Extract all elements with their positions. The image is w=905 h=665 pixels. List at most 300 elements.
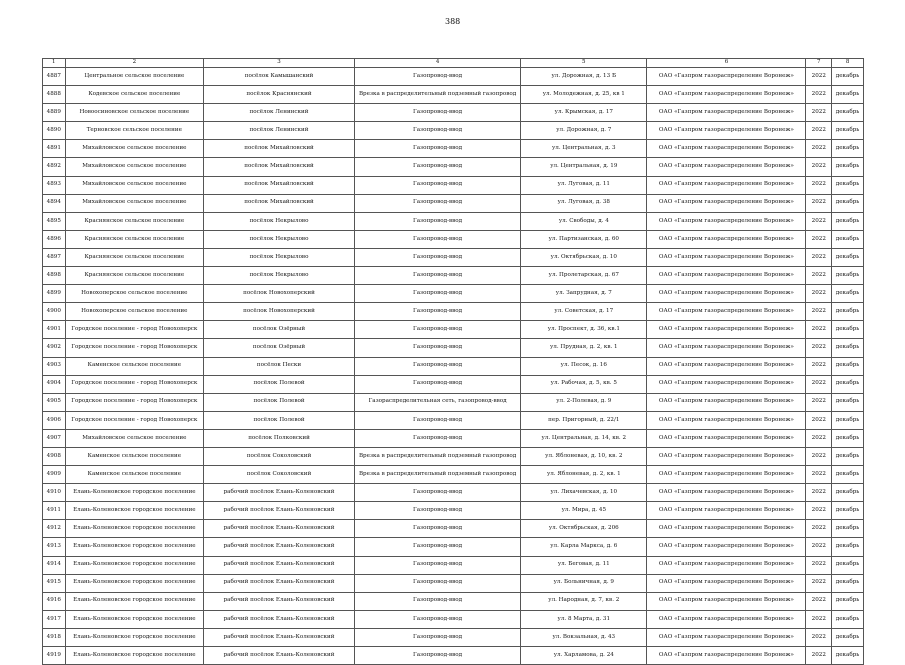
cell-object-type: Газопровод-ввод [354,520,520,538]
cell-address: ул. 2-Полевая, д. 9 [521,393,647,411]
cell-organization: ОАО «Газпром газораспределение Воронеж» [647,140,806,158]
cell-locality: посёлок Некрылово [204,248,355,266]
cell-settlement: Городское поселение - город Новохоперск [65,321,204,339]
cell-row-number: 4911 [43,502,66,520]
cell-month: декабрь [832,647,864,665]
cell-row-number: 4908 [43,447,66,465]
cell-organization: ОАО «Газпром газораспределение Воронеж» [647,628,806,646]
cell-object-type: Газопровод-ввод [354,303,520,321]
cell-object-type: Газопровод-ввод [354,538,520,556]
cell-row-number: 4900 [43,303,66,321]
cell-year: 2022 [806,68,832,86]
cell-object-type: Газопровод-ввод [354,122,520,140]
table-row [43,429,864,447]
cell-locality: рабочий посёлок Елань-Коленовский [204,484,355,502]
cell-settlement: Елань-Коленовское городское поселение [65,520,204,538]
cell-object-type: Газопровод-ввод [354,502,520,520]
cell-address: ул. Центральная, д. 19 [521,158,647,176]
cell-year: 2022 [806,194,832,212]
table-row [43,447,864,465]
cell-address: ул. Карла Маркса, д. 6 [521,538,647,556]
cell-year: 2022 [806,556,832,574]
cell-year: 2022 [806,321,832,339]
cell-address: ул. Центральная, д. 3 [521,140,647,158]
cell-year: 2022 [806,303,832,321]
cell-object-type: Газопровод-ввод [354,357,520,375]
cell-settlement: Кодевское сельское поселение [65,86,204,104]
cell-year: 2022 [806,592,832,610]
cell-locality: посёлок Озёрный [204,339,355,357]
cell-address: ул. Октябрьская, д. 10 [521,248,647,266]
cell-year: 2022 [806,248,832,266]
cell-month: декабрь [832,212,864,230]
cell-month: декабрь [832,285,864,303]
cell-object-type: Газопровод-ввод [354,68,520,86]
cell-address: ул. Вокзальная, д. 43 [521,628,647,646]
cell-row-number: 4889 [43,104,66,122]
table-row [43,610,864,628]
cell-row-number: 4916 [43,592,66,610]
cell-row-number: 4918 [43,628,66,646]
table-row [43,339,864,357]
table-row [43,194,864,212]
cell-address: ул. Песок, д. 16 [521,357,647,375]
cell-year: 2022 [806,86,832,104]
cell-month: декабрь [832,592,864,610]
cell-object-type: Газопровод-ввод [354,321,520,339]
cell-organization: ОАО «Газпром газораспределение Воронеж» [647,556,806,574]
cell-address: ул. Советская, д. 17 [521,303,647,321]
cell-object-type: Газопровод-ввод [354,104,520,122]
cell-row-number: 4896 [43,230,66,248]
cell-settlement: Елань-Коленовское городское поселение [65,628,204,646]
cell-year: 2022 [806,520,832,538]
cell-month: декабрь [832,393,864,411]
table-row [43,104,864,122]
cell-settlement: Каменское сельское поселение [65,357,204,375]
cell-organization: ОАО «Газпром газораспределение Воронеж» [647,86,806,104]
table-row [43,321,864,339]
cell-organization: ОАО «Газпром газораспределение Воронеж» [647,248,806,266]
cell-row-number: 4897 [43,248,66,266]
table-row [43,230,864,248]
cell-locality: посёлок Пески [204,357,355,375]
cell-settlement: Терновское сельское поселение [65,122,204,140]
cell-locality: посёлок Некрылово [204,212,355,230]
column-header: 7 [806,59,832,68]
cell-object-type: Врезка в распределительный подземный газопровод [354,447,520,465]
table-row [43,285,864,303]
cell-locality: рабочий посёлок Елань-Коленовский [204,556,355,574]
cell-address: ул. Яблоневая, д. 10, кв. 2 [521,447,647,465]
table-row [43,158,864,176]
page-number: 388 [445,17,461,26]
cell-locality: рабочий посёлок Елань-Коленовский [204,574,355,592]
cell-organization: ОАО «Газпром газораспределение Воронеж» [647,122,806,140]
table-row [43,556,864,574]
cell-settlement: Краснянское сельское поселение [65,230,204,248]
cell-month: декабрь [832,86,864,104]
cell-year: 2022 [806,176,832,194]
cell-organization: ОАО «Газпром газораспределение Воронеж» [647,429,806,447]
table-row [43,176,864,194]
cell-object-type: Газопровод-ввод [354,647,520,665]
cell-organization: ОАО «Газпром газораспределение Воронеж» [647,411,806,429]
cell-object-type: Газопровод-ввод [354,592,520,610]
table-row [43,212,864,230]
cell-locality: посёлок Полевой [204,375,355,393]
cell-row-number: 4905 [43,393,66,411]
table-row [43,393,864,411]
cell-year: 2022 [806,357,832,375]
cell-object-type: Газопровод-ввод [354,411,520,429]
cell-year: 2022 [806,610,832,628]
cell-settlement: Краснянское сельское поселение [65,267,204,285]
cell-settlement: Каменское сельское поселение [65,466,204,484]
cell-month: декабрь [832,194,864,212]
cell-organization: ОАО «Газпром газораспределение Воронеж» [647,484,806,502]
cell-organization: ОАО «Газпром газораспределение Воронеж» [647,68,806,86]
cell-object-type: Газопровод-ввод [354,230,520,248]
column-header: 5 [521,59,647,68]
cell-settlement: Михайловское сельское поселение [65,194,204,212]
cell-organization: ОАО «Газпром газораспределение Воронеж» [647,158,806,176]
cell-locality: рабочий посёлок Елань-Коленовский [204,610,355,628]
cell-locality: посёлок Полевой [204,411,355,429]
cell-object-type: Газопровод-ввод [354,628,520,646]
cell-locality: посёлок Соколовский [204,447,355,465]
cell-row-number: 4909 [43,466,66,484]
cell-organization: ОАО «Газпром газораспределение Воронеж» [647,447,806,465]
cell-locality: рабочий посёлок Елань-Коленовский [204,628,355,646]
cell-row-number: 4906 [43,411,66,429]
cell-object-type: Газопровод-ввод [354,248,520,266]
cell-row-number: 4912 [43,520,66,538]
column-number-row [43,59,864,68]
cell-object-type: Газопровод-ввод [354,176,520,194]
cell-locality: посёлок Ленинский [204,122,355,140]
table-body [43,68,864,665]
cell-row-number: 4895 [43,212,66,230]
cell-settlement: Городское поселение - город Новохоперск [65,375,204,393]
cell-row-number: 4902 [43,339,66,357]
cell-address: ул. Народная, д. 7, кв. 2 [521,592,647,610]
cell-settlement: Каменское сельское поселение [65,447,204,465]
cell-object-type: Врезка в распределительный подземный газопровод [354,86,520,104]
cell-row-number: 4904 [43,375,66,393]
cell-organization: ОАО «Газпром газораспределение Воронеж» [647,321,806,339]
cell-year: 2022 [806,574,832,592]
gas-connection-table [42,58,864,665]
cell-year: 2022 [806,447,832,465]
cell-row-number: 4910 [43,484,66,502]
cell-settlement: Новохоперское сельское поселение [65,303,204,321]
cell-object-type: Газопровод-ввод [354,158,520,176]
cell-settlement: Елань-Коленовское городское поселение [65,484,204,502]
table-row [43,628,864,646]
cell-month: декабрь [832,574,864,592]
cell-address: ул. Луговая, д. 11 [521,176,647,194]
cell-organization: ОАО «Газпром газораспределение Воронеж» [647,592,806,610]
cell-locality: посёлок Новохоперский [204,285,355,303]
cell-month: декабрь [832,321,864,339]
cell-settlement: Елань-Коленовское городское поселение [65,647,204,665]
table-row [43,357,864,375]
cell-row-number: 4913 [43,538,66,556]
cell-organization: ОАО «Газпром газораспределение Воронеж» [647,520,806,538]
table-row [43,466,864,484]
cell-year: 2022 [806,158,832,176]
cell-month: декабрь [832,303,864,321]
cell-locality: рабочий посёлок Елань-Коленовский [204,592,355,610]
cell-locality: посёлок Михайловский [204,176,355,194]
cell-object-type: Газопровод-ввод [354,212,520,230]
cell-organization: ОАО «Газпром газораспределение Воронеж» [647,176,806,194]
cell-year: 2022 [806,628,832,646]
cell-locality: посёлок Полевой [204,393,355,411]
cell-object-type: Газопровод-ввод [354,194,520,212]
cell-month: декабрь [832,230,864,248]
cell-settlement: Елань-Коленовское городское поселение [65,502,204,520]
cell-address: ул. Молодежная, д. 25, кв 1 [521,86,647,104]
cell-object-type: Газопровод-ввод [354,140,520,158]
cell-address: ул. Свободы, д. 4 [521,212,647,230]
cell-row-number: 4887 [43,68,66,86]
cell-organization: ОАО «Газпром газораспределение Воронеж» [647,574,806,592]
cell-settlement: Краснянское сельское поселение [65,212,204,230]
cell-row-number: 4901 [43,321,66,339]
table-row [43,122,864,140]
cell-month: декабрь [832,267,864,285]
cell-year: 2022 [806,484,832,502]
cell-locality: посёлок Новохоперский [204,303,355,321]
table-row [43,538,864,556]
cell-month: декабрь [832,502,864,520]
cell-year: 2022 [806,339,832,357]
cell-settlement: Центральное сельское поселение [65,68,204,86]
cell-row-number: 4903 [43,357,66,375]
cell-year: 2022 [806,411,832,429]
cell-address: ул. Дорожная, д. 13 Б [521,68,647,86]
cell-row-number: 4898 [43,267,66,285]
column-header: 6 [647,59,806,68]
cell-row-number: 4917 [43,610,66,628]
cell-locality: посёлок Михайловский [204,194,355,212]
cell-year: 2022 [806,466,832,484]
table-row [43,411,864,429]
cell-locality: посёлок Некрылово [204,230,355,248]
cell-locality: посёлок Михайловский [204,140,355,158]
cell-settlement: Елань-Коленовское городское поселение [65,556,204,574]
column-header: 2 [65,59,204,68]
cell-locality: посёлок Михайловский [204,158,355,176]
cell-locality: посёлок Озёрный [204,321,355,339]
cell-object-type: Газораспределительная сеть, газопровод-ввод [354,393,520,411]
column-header: 3 [204,59,355,68]
cell-organization: ОАО «Газпром газораспределение Воронеж» [647,267,806,285]
cell-settlement: Михайловское сельское поселение [65,429,204,447]
cell-year: 2022 [806,212,832,230]
cell-month: декабрь [832,628,864,646]
cell-object-type: Газопровод-ввод [354,375,520,393]
cell-year: 2022 [806,104,832,122]
cell-organization: ОАО «Газпром газораспределение Воронеж» [647,647,806,665]
cell-organization: ОАО «Газпром газораспределение Воронеж» [647,285,806,303]
cell-settlement: Елань-Коленовское городское поселение [65,592,204,610]
table-row [43,86,864,104]
cell-row-number: 4915 [43,574,66,592]
cell-settlement: Краснянское сельское поселение [65,248,204,266]
cell-month: декабрь [832,556,864,574]
cell-address: ул. Крымская, д. 17 [521,104,647,122]
cell-address: ул. 8 Марта, д. 31 [521,610,647,628]
cell-settlement: Елань-Коленовское городское поселение [65,574,204,592]
cell-organization: ОАО «Газпром газораспределение Воронеж» [647,466,806,484]
cell-organization: ОАО «Газпром газораспределение Воронеж» [647,339,806,357]
cell-object-type: Газопровод-ввод [354,574,520,592]
cell-year: 2022 [806,230,832,248]
cell-locality: рабочий посёлок Елань-Коленовский [204,647,355,665]
table-row [43,267,864,285]
cell-organization: ОАО «Газпром газораспределение Воронеж» [647,104,806,122]
table-row [43,248,864,266]
cell-year: 2022 [806,375,832,393]
cell-month: декабрь [832,429,864,447]
cell-month: декабрь [832,140,864,158]
cell-month: декабрь [832,248,864,266]
table-row [43,592,864,610]
cell-row-number: 4914 [43,556,66,574]
cell-year: 2022 [806,267,832,285]
table-row [43,520,864,538]
cell-month: декабрь [832,158,864,176]
cell-row-number: 4890 [43,122,66,140]
cell-address: ул. Центральная, д. 14, кв. 2 [521,429,647,447]
cell-locality: посёлок Краснянский [204,86,355,104]
cell-month: декабрь [832,484,864,502]
cell-year: 2022 [806,502,832,520]
cell-organization: ОАО «Газпром газораспределение Воронеж» [647,194,806,212]
cell-year: 2022 [806,393,832,411]
cell-year: 2022 [806,429,832,447]
cell-object-type: Газопровод-ввод [354,285,520,303]
cell-row-number: 4892 [43,158,66,176]
cell-month: декабрь [832,411,864,429]
cell-row-number: 4919 [43,647,66,665]
cell-object-type: Газопровод-ввод [354,556,520,574]
cell-settlement: Михайловское сельское поселение [65,158,204,176]
cell-row-number: 4899 [43,285,66,303]
cell-year: 2022 [806,285,832,303]
table-row [43,375,864,393]
cell-month: декабрь [832,122,864,140]
table-row [43,484,864,502]
cell-row-number: 4894 [43,194,66,212]
cell-organization: ОАО «Газпром газораспределение Воронеж» [647,357,806,375]
cell-address: ул. Запрудная, д. 7 [521,285,647,303]
cell-settlement: Михайловское сельское поселение [65,140,204,158]
cell-month: декабрь [832,447,864,465]
column-header: 1 [43,59,66,68]
cell-locality: посёлок Соколовский [204,466,355,484]
cell-settlement: Городское поселение - город Новохоперск [65,393,204,411]
cell-address: ул. Дорожная, д. 7 [521,122,647,140]
column-header: 8 [832,59,864,68]
table-row [43,68,864,86]
cell-month: декабрь [832,538,864,556]
table-row [43,140,864,158]
cell-organization: ОАО «Газпром газораспределение Воронеж» [647,303,806,321]
cell-object-type: Газопровод-ввод [354,339,520,357]
table-row [43,647,864,665]
cell-address: ул. Лихачевская, д. 10 [521,484,647,502]
cell-address: ул. Яблоневая, д. 2, кв. 1 [521,466,647,484]
cell-organization: ОАО «Газпром газораспределение Воронеж» [647,502,806,520]
cell-organization: ОАО «Газпром газораспределение Воронеж» [647,610,806,628]
cell-settlement: Новоосиновское сельское поселение [65,104,204,122]
cell-settlement: Городское поселение - город Новохоперск [65,411,204,429]
cell-object-type: Газопровод-ввод [354,267,520,285]
cell-organization: ОАО «Газпром газораспределение Воронеж» [647,375,806,393]
cell-locality: рабочий посёлок Елань-Коленовский [204,520,355,538]
cell-address: ул. Октябрьская, д. 206 [521,520,647,538]
cell-object-type: Газопровод-ввод [354,484,520,502]
cell-month: декабрь [832,466,864,484]
cell-month: декабрь [832,520,864,538]
cell-object-type: Газопровод-ввод [354,610,520,628]
cell-address: ул. Проспект, д. 36, кв.1 [521,321,647,339]
cell-locality: посёлок Камышанский [204,68,355,86]
table-row [43,574,864,592]
cell-locality: рабочий посёлок Елань-Коленовский [204,538,355,556]
cell-settlement: Городское поселение - город Новохоперск [65,339,204,357]
column-header: 4 [354,59,520,68]
cell-locality: посёлок Некрылово [204,267,355,285]
cell-month: декабрь [832,357,864,375]
cell-organization: ОАО «Газпром газораспределение Воронеж» [647,538,806,556]
table-row [43,303,864,321]
cell-month: декабрь [832,176,864,194]
cell-address: пер. Пригорный, д. 22/1 [521,411,647,429]
cell-month: декабрь [832,68,864,86]
cell-organization: ОАО «Газпром газораспределение Воронеж» [647,230,806,248]
cell-address: ул. Прудная, д. 2, кв. 1 [521,339,647,357]
cell-year: 2022 [806,122,832,140]
cell-address: ул. Луговая, д. 38 [521,194,647,212]
cell-object-type: Газопровод-ввод [354,429,520,447]
cell-settlement: Новохоперское сельское поселение [65,285,204,303]
cell-row-number: 4907 [43,429,66,447]
cell-settlement: Елань-Коленовское городское поселение [65,538,204,556]
cell-address: ул. Харламова, д. 24 [521,647,647,665]
cell-address: ул. Больничная, д. 9 [521,574,647,592]
cell-month: декабрь [832,104,864,122]
cell-month: декабрь [832,375,864,393]
cell-address: ул. Рабочая, д. 5, кв. 5 [521,375,647,393]
cell-locality: рабочий посёлок Елань-Коленовский [204,502,355,520]
cell-year: 2022 [806,647,832,665]
cell-address: ул. Пролетарская, д. 67 [521,267,647,285]
cell-settlement: Михайловское сельское поселение [65,176,204,194]
cell-row-number: 4891 [43,140,66,158]
cell-address: ул. Беговая, д. 11 [521,556,647,574]
cell-month: декабрь [832,339,864,357]
cell-row-number: 4893 [43,176,66,194]
cell-organization: ОАО «Газпром газораспределение Воронеж» [647,212,806,230]
cell-organization: ОАО «Газпром газораспределение Воронеж» [647,393,806,411]
cell-settlement: Елань-Коленовское городское поселение [65,610,204,628]
cell-year: 2022 [806,538,832,556]
